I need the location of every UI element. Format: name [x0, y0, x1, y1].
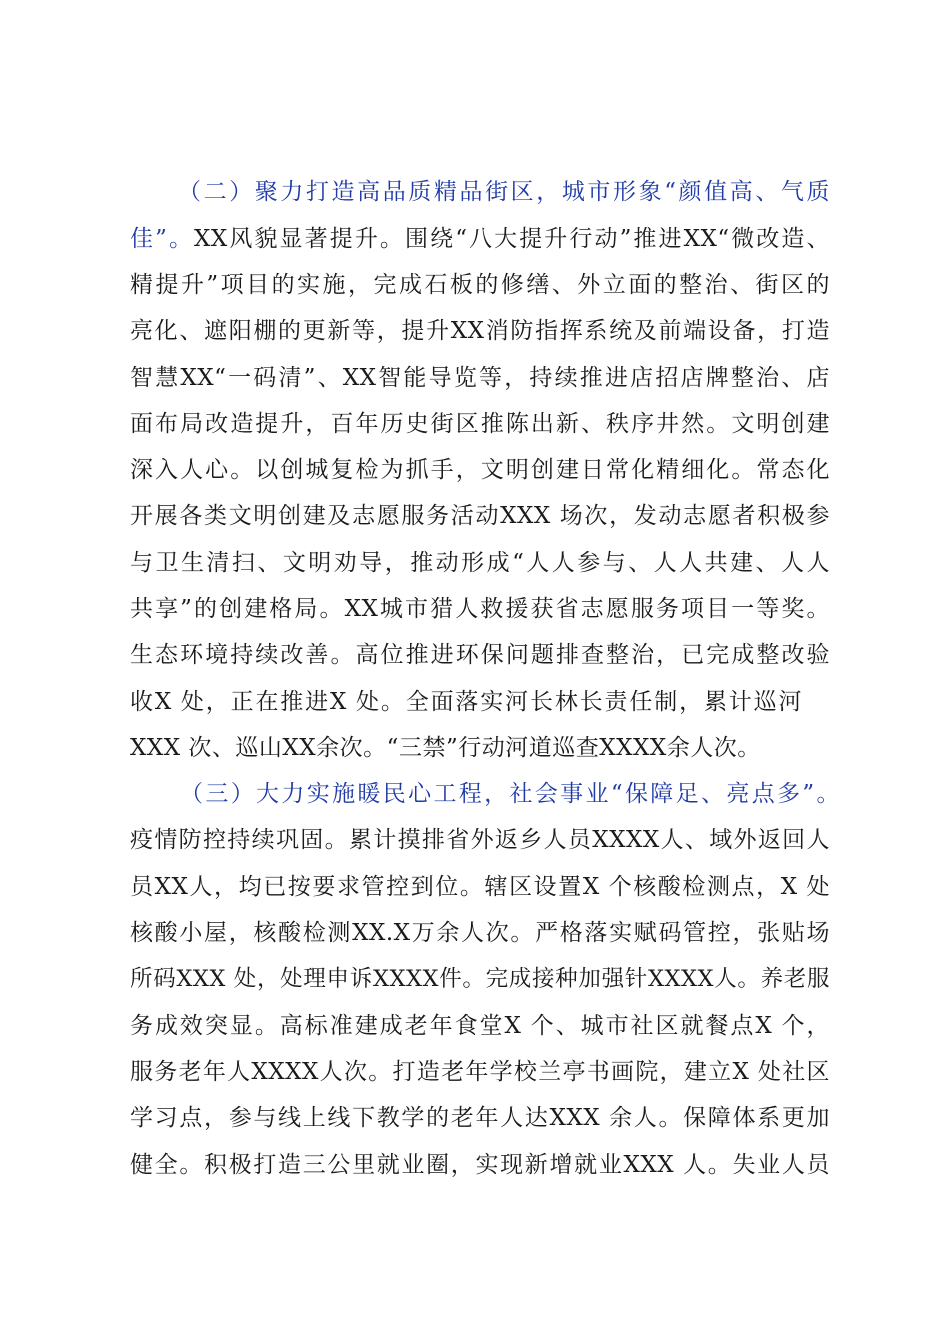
section2-heading-line-1: [178, 178, 830, 206]
paragraph-text: 开展各类文明创建及志愿服务活动XXX 场次，发动志愿者积极参: [130, 503, 830, 529]
section2-line-5: [130, 364, 830, 392]
paragraph-text: 疫情防控持续巩固。累计摸排省外返乡人员XXXX人、域外返回人: [130, 827, 830, 853]
paragraph-text: 服务老年人XXXX人次。打造老年学校兰亭书画院，建立X 处社区: [130, 1059, 830, 1085]
section3-heading-line-1: [180, 780, 840, 808]
paragraph-text: 与卫生清扫、文明劝导，推动形成“人人参与、人人共建、人人: [130, 550, 830, 576]
section2-line-9: [130, 549, 830, 577]
section2-line-7: [130, 456, 830, 484]
section3-line-4: [130, 919, 830, 947]
paragraph-text: 亮化、遮阳棚的更新等，提升XX消防指挥系统及前端设备，打造: [130, 318, 830, 344]
section2-line-12: [130, 688, 802, 716]
section2-line-6: [130, 410, 830, 438]
paragraph-text: 学习点，参与线上线下教学的老年人达XXX 余人。保障体系更加: [130, 1105, 830, 1131]
paragraph-text: XX风貌显著提升。围绕“八大提升行动”推进XX“微改造、: [194, 226, 830, 252]
paragraph-text: 健全。积极打造三公里就业圈，实现新增就业XXX 人。失业人员: [130, 1152, 830, 1178]
paragraph-text: 面布局改造提升，百年历史街区推陈出新、秩序井然。文明创建: [130, 411, 830, 437]
section3-line-6: [130, 1012, 830, 1040]
paragraph-text: 核酸小屋，核酸检测XX.X万余人次。严格落实赋码管控，张贴场: [130, 920, 830, 946]
section3-line-2: [130, 826, 830, 854]
paragraph-text: 收X 处，正在推进X 处。全面落实河长林长责任制，累计巡河: [130, 689, 802, 715]
section2-line-4: [130, 317, 830, 345]
section3-line-5: [130, 965, 830, 993]
section3-line-3: [130, 873, 830, 901]
section2-heading: （二）聚力打造高品质精品街区，城市形象“颜值高、气质: [178, 179, 830, 205]
paragraph-text: 员XX人，均已按要求管控到位。辖区设置X 个核酸检测点，X 处: [130, 874, 830, 900]
section3-line-9: [130, 1151, 830, 1179]
section2-line-2: [130, 225, 830, 253]
section2-line-11: [130, 641, 830, 669]
section3-line-7: [130, 1058, 830, 1086]
paragraph-text: 深入人心。以创城复检为抓手，文明创建日常化精细化。常态化: [130, 457, 830, 483]
paragraph-text: 智慧XX“一码清”、XX智能导览等，持续推进店招店牌整治、店: [130, 365, 830, 391]
section2-line-3: [130, 271, 830, 299]
section2-heading-end: 佳”。: [130, 226, 195, 252]
paragraph-text: 所码XXX 处，处理申诉XXXX件。完成接种加强针XXXX人。养老服: [130, 966, 830, 992]
paragraph-text: 务成效突显。高标准建成老年食堂X 个、城市社区就餐点X 个，: [130, 1013, 830, 1039]
section3-line-8: [130, 1104, 830, 1132]
section2-line-10: [130, 595, 830, 623]
section2-line-13: [130, 734, 830, 762]
paragraph-text: 共享”的创建格局。XX城市猎人救援获省志愿服务项目一等奖。: [130, 596, 830, 622]
section3-heading: （三）大力实施暖民心工程，社会事业“保障足、亮点多”。: [180, 781, 840, 807]
section2-line-8: [130, 502, 830, 530]
paragraph-text: 精提升”项目的实施，完成石板的修缮、外立面的整治、街区的: [130, 272, 830, 298]
paragraph-text: 生态环境持续改善。高位推进环保问题排查整治，已完成整改验: [130, 642, 830, 668]
paragraph-text: XXX 次、巡山XX余次。“三禁”行动河道巡查XXXX余人次。: [130, 735, 761, 761]
